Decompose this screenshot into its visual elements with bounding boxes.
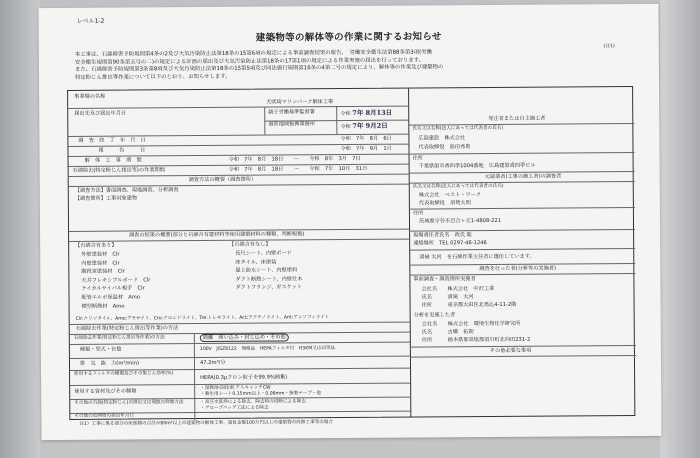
divider — [409, 207, 635, 210]
project-name-label: 事業場の名称 — [74, 93, 106, 100]
report-label: 報 告 日 — [98, 147, 146, 154]
method-place: 【調査箇所】工事対象建物 — [74, 195, 138, 202]
divider — [70, 356, 410, 359]
method-header: 調査方法の概要（調査箇所） — [188, 176, 257, 184]
other-label: その他の石綿(特定粉じん)の排出又は飛散の抑制方法 — [74, 400, 184, 406]
filing-date-prefix: 令和 — [340, 110, 351, 118]
material-item: ダクト断熱シート、内壁仕木 — [235, 276, 303, 283]
other-value: ・高圧水洗浄による除去、除去時の切断による除去 ・グローブバッグ工法による除去 — [200, 399, 306, 411]
analysis-person: 古橋 拓朗 — [447, 329, 474, 336]
note-mark: (注1) — [603, 44, 615, 50]
worker-header: 調査を行った者(分析等の実施者) — [479, 265, 557, 273]
site-manager-value: 政氏 聡 — [454, 232, 472, 239]
contractor-address: 茨城県守谷市百合ヶ丘1-4808-221 — [418, 217, 502, 225]
orderer-name-label: 氏名又は名称(法人にあっては代表者の氏名) — [412, 125, 504, 132]
divider — [409, 273, 635, 276]
asbestos-absent-list — [235, 249, 302, 292]
work-header: 石綿除去作業(特定粉じん排出等作業)の方法 — [75, 325, 179, 332]
intro-line: 本工事は、石綿障害予防規則第4条の2及び大気汚染防止法第18条の15第6項の規定による事前調査結果の報告、 労働安全衛生法第88条第3項(労働 — [74, 49, 432, 58]
contact-tel: TEL 0297-46-1246 — [439, 240, 487, 247]
orderer-header: 発注者または自主施工者 — [488, 115, 546, 123]
divider — [409, 229, 635, 232]
filing-date-1: 7年 8月13日 — [352, 108, 393, 117]
material-item: 模型断熱材 Amo — [81, 303, 125, 310]
analysis-header: 分析を実施した者 — [413, 312, 456, 319]
orderer-address-label: 住所 — [412, 155, 423, 162]
demolition-label: 解 体 工 事 期 間 — [84, 157, 142, 164]
worker-address-label: 住所 — [421, 302, 432, 309]
material-item: 外壁塗装材 Clr — [81, 251, 120, 258]
wall-left — [0, 0, 40, 458]
filing-date-2: 7年 9月2日 — [352, 121, 388, 130]
worker-person-label: 氏名 — [421, 294, 432, 301]
intro-line: 安全衛生規則第90条第五号の二)の規定による計画の届出及び大気汚染防止法第18条の17第1項の規定による作業実施の届出を行っております。 — [74, 57, 425, 66]
results-col1-title: 【石綿含有あり】 — [75, 242, 117, 249]
materials-label: 使用する資材及びその種類 — [74, 388, 137, 395]
material-item: 内壁塗装材 Clr — [81, 260, 120, 267]
report-value: 令和 7年 9月 1日 — [340, 145, 392, 153]
survey-end-label: 調 査 終 了 年 月 日 — [78, 137, 146, 144]
asbestos-present-list — [81, 250, 150, 311]
material-item: 屋上防水シート、内壁塗料 — [235, 267, 298, 274]
orderer-address: 千葉県船市香四季1004番地 広島建設香四季ビル — [418, 162, 536, 170]
contractor-address-label: 住所 — [412, 210, 424, 217]
exhaust-label: 排 気 能 力(m³/min) — [79, 360, 140, 367]
exhaust-value: 47.2m³/分 — [199, 359, 226, 367]
notice-form — [67, 86, 635, 420]
analysis-address-label: 住所 — [421, 337, 433, 344]
orderer-name-1: 広島建設 株式会社 — [418, 135, 466, 142]
analysis-company-label: 会社名 — [421, 321, 438, 328]
filter-label: 使用するフィルタの種類及びその集じん効率(%) — [74, 371, 174, 377]
divider — [408, 123, 634, 126]
worker-company-label: 会社名 — [421, 286, 438, 293]
material-item: ダクトフランジ、ガスケット — [235, 284, 302, 292]
analysis-company: 株式会社 環境生物化学研究所 — [447, 320, 521, 328]
investigator-value: 大河 — [431, 254, 442, 261]
asbestos-period-label: 石綿除去(特定粉じん排出等)の作業期間 — [72, 167, 165, 174]
machine-label: 種類・型式・台数 — [79, 346, 122, 353]
intro-line: また、石綿障害予防規則第3条第8項及び大気汚染防止法第18条の15第5項及び同法施行規則第16条の4第二号の規定により、解体等の作業及び建築物の — [74, 64, 444, 74]
others-label: その他必要な事項 — [489, 347, 532, 355]
notice-sheet — [38, 4, 661, 440]
divider — [409, 248, 635, 251]
material-item: 配管エルボ保温材 Amo — [81, 294, 141, 301]
intro-line: 特定粉じん排出等作業について以下のとおり、お知らせします。 — [74, 73, 231, 81]
material-item: 天井フレキシブルボード Clr — [81, 277, 151, 284]
materials-value: ・湿潤剤-固化剤 アスキャッチCW ・養生用シート0.15mm以上・0.08mm・接着テープ・他 — [200, 385, 322, 397]
contact-label: 連絡場所 — [413, 240, 434, 247]
bottom-note: 注1）工事に係る部分の床面積の合計が80m²以上の建築物の解体工事、請負金額100万円以上の建築物の改修工事等の場合 — [79, 420, 333, 427]
notice-title: 建築物等の解体等の作業に関するお知らせ — [255, 31, 442, 44]
method-content: 【調査方法】書面調査、現地調査、分析調査 — [74, 187, 179, 194]
filing-office-1: 銚子労働基準監督署 — [268, 109, 315, 116]
measures-label: 石綿除去作業(特定粉じん排出等作業)の方法 — [73, 335, 165, 341]
worker-address: 東京都大田区北馬込4-11-2階 — [447, 301, 517, 309]
material-item: 床タイル、床塗装 — [235, 259, 277, 266]
measures-value: 隔離 囲い込み・封じ込め・その他 — [200, 333, 289, 342]
machine-value: 100V JISZ8122 規格品 HEPAフィルタ付 H3KM又は同等品 — [199, 346, 336, 353]
material-item: 長尺シート、内壁ボード — [235, 250, 292, 257]
divider — [70, 368, 410, 371]
contractor-name-label: 氏名又は名称(法人にあっては代表者の氏名) — [412, 183, 504, 190]
divider — [409, 152, 635, 155]
worker-person: 清滝 大河 — [447, 294, 474, 301]
worker-sub: 事前調査・調査箇所実施者 — [413, 276, 476, 283]
analysis-address: 栃木県那須塩那須川町北向田231-2 — [447, 336, 531, 344]
wall-right — [660, 0, 700, 458]
filing-office-2: 海匝地域振興事務所 — [268, 121, 316, 128]
level-label: レベル1-2 — [76, 17, 105, 25]
contractor-name-2: 代表取締役 須賀大明 — [418, 200, 471, 207]
divider — [70, 342, 410, 345]
intro-text — [75, 48, 619, 82]
analysis-person-label: 氏名 — [421, 329, 433, 336]
investigator-note: を石綿作業主任者に選任しています。 — [446, 253, 535, 261]
results-col2-title: 【石綿含有なし】 — [229, 241, 271, 248]
filing-label: 届出先及び届出年月日 — [74, 110, 127, 117]
hazard-label: その他の危険物の届出年月日 — [74, 413, 135, 419]
orderer-name-2: 代表取締役 島田秀貴 — [418, 144, 471, 151]
divider — [69, 184, 409, 187]
divider — [409, 181, 635, 184]
material-item: ケイカルサイバル板手 Clr — [81, 285, 145, 293]
site-manager-label: 現場責任者氏名 — [413, 232, 450, 239]
filter-value: HEPA(0.3μクロン粒子を99.9%捕集) — [200, 374, 288, 382]
asbestos-period-value: 令和 7年 8月 18日 ～ 令和 7年 10月 31日 — [228, 165, 368, 173]
survey-end-value: 令和 7年 8月 6日 — [340, 135, 392, 143]
divider — [194, 333, 196, 420]
investigator-label: 清掃 — [419, 254, 430, 261]
results-header: 調査の結果の概要(部分と石綿含有建材料等使用建築材料の種類、判断根拠) — [129, 231, 305, 239]
material-item: 階段室塗装材 Clr — [81, 268, 125, 276]
contractor-name-1: 株式会社 ベスト・ワーク — [418, 192, 482, 199]
demolition-value: 令和 7年 8月 18日 ～ 令和 8年 3月 7日 — [228, 155, 361, 163]
divider — [410, 355, 636, 358]
results-footnote: Clr:クリソタイル、Amo:アモサイト、Cro:クロシドライト、Tre:トレモライト、Act:アクチノライト、Ant:アンソフィライト — [75, 315, 330, 322]
filing-date-prefix: 令和 — [340, 123, 351, 131]
project-name-value: 犬吠埼マリンパーク解体工事 — [266, 99, 334, 106]
contractor-header: 元請業者(工事の施工者)の調査者 — [484, 173, 562, 181]
worker-company: 株式会社 中沢工業 — [447, 285, 495, 293]
